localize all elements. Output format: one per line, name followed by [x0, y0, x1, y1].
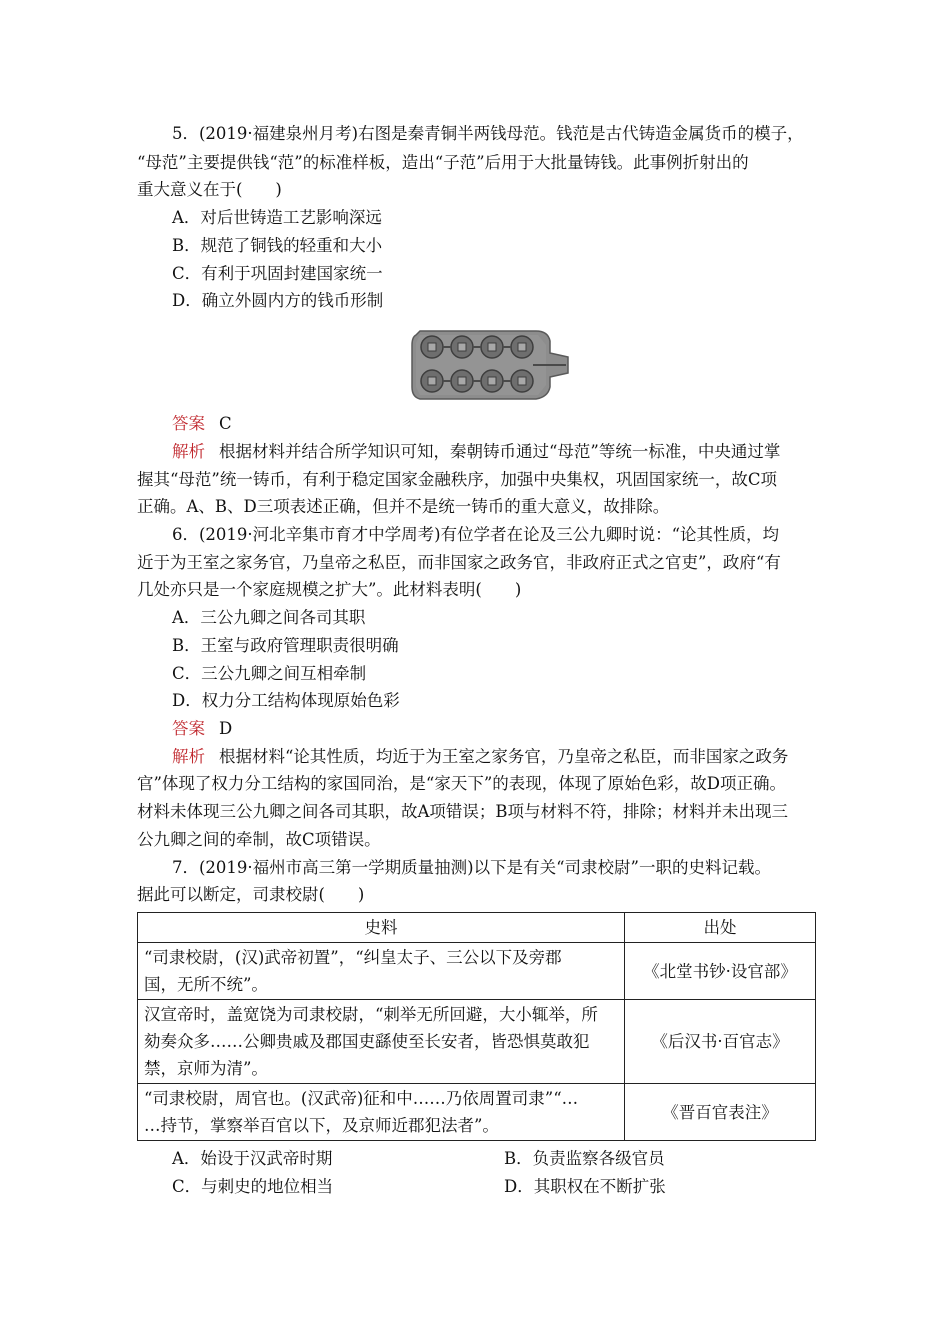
q6-analysis-line: 公九卿之间的牵制，故C项错误。: [137, 830, 381, 849]
q6-option-a: A．三公九卿之间各司其职: [172, 608, 366, 627]
q5-stem-line: 5．(2019·福建泉州月考)右图是秦青铜半两钱母范。钱范是古代铸造金属货币的模子，: [172, 124, 804, 143]
header-origin: 出处: [625, 913, 816, 943]
q6-analysis-line: [172, 747, 788, 767]
q5-analysis-line: 握其“母范”统一铸币，有利于稳定国家金融秩序，加强中央集权，巩固国家统一，故C项: [137, 470, 777, 489]
cell-line: 汉宣帝时，盖宽饶为司隶校尉，“刺举无所回避，大小辄举，所: [144, 1005, 598, 1024]
source-table: [137, 912, 816, 1141]
q7-option-d: D．其职权在不断扩张: [504, 1177, 666, 1196]
answer-value: D: [219, 719, 233, 738]
cell-line: 国，无所不统”。: [144, 975, 268, 994]
q5-option-d: D．确立外圆内方的钱币形制: [172, 291, 384, 310]
q6-stem-line: 几处亦只是一个家庭规模之扩大”。此材料表明( ): [137, 580, 522, 599]
q7-stem-line: 据此可以断定，司隶校尉( ): [137, 885, 365, 904]
answer-label: 答案: [172, 719, 205, 738]
q7-option-c: C．与刺史的地位相当: [172, 1177, 334, 1196]
q6-option-c: C．三公九卿之间互相牵制: [172, 664, 367, 683]
cell-line: “司隶校尉，周官也。(汉武帝)征和中……乃依周置司隶”“…: [144, 1089, 579, 1108]
source-text-cell: [138, 1000, 625, 1084]
q6-analysis-line: 材料未体现三公九卿之间各司其职，故A项错误；B项与材料不符，排除；材料并未出现三: [137, 802, 789, 821]
q6-analysis-line: 官”体现了权力分工结构的家国同治，是“家天下”的表现，体现了原始色彩，故D项正确。: [137, 774, 787, 793]
q5-stem-line: “母范”主要提供钱“范”的标准样板，造出“子范”后用于大批量铸钱。此事例折射出的: [137, 153, 749, 172]
q6-stem-line: 6．(2019·河北辛集市育才中学周考)有位学者在论及三公九卿时说：“论其性质，均: [172, 525, 780, 544]
table-row: [138, 1084, 816, 1141]
cell-line: “司隶校尉，(汉)武帝初置”，“纠皇太子、三公以下及旁郡: [144, 948, 562, 967]
q6-option-d: D．权力分工结构体现原始色彩: [172, 691, 400, 710]
table-row: [138, 943, 816, 1000]
q5-analysis-line: 正确。A、B、D三项表述正确，但并不是统一铸币的重大意义，故排除。: [137, 497, 670, 516]
source-text-cell: [138, 943, 625, 1000]
q5-option-a: A．对后世铸造工艺影响深远: [172, 208, 382, 227]
origin-cell: 《北堂书钞·设官部》: [625, 943, 816, 1000]
origin-cell: 《后汉书·百官志》: [625, 1000, 816, 1084]
q5-option-b: B．规范了铜钱的轻重和大小: [172, 236, 383, 255]
q5-stem-line: 重大意义在于( ): [137, 180, 282, 199]
table-header-row: [138, 913, 816, 943]
q5-option-c: C．有利于巩固封建国家统一: [172, 264, 383, 283]
q7-option-a: A．始设于汉武帝时期: [172, 1149, 333, 1168]
analysis-label: 解析: [172, 747, 205, 766]
q5-analysis-line: [172, 442, 780, 462]
q7-stem-line: 7．(2019·福州市高三第一学期质量抽测)以下是有关“司隶校尉”一职的史料记载。: [172, 858, 771, 877]
q6-stem-line: 近于为王室之家务官，乃皇帝之私臣，而非国家之政务官，非政府正式之官吏”，政府“有: [137, 553, 781, 572]
analysis-label: 解析: [172, 442, 205, 461]
source-text-cell: [138, 1084, 625, 1141]
cell-line: 劾奏众多……公卿贵戚及郡国吏繇使至长安者，皆恐惧莫敢犯: [144, 1032, 590, 1051]
cell-line: …持节，掌察举百官以下，及京师近郡犯法者”。: [144, 1116, 499, 1135]
cell-line: 禁，京师为清”。: [144, 1059, 268, 1078]
origin-cell: 《晋百官表注》: [625, 1084, 816, 1141]
bronze-coin-mold-image: [408, 325, 573, 404]
analysis-text: 根据材料“论其性质，均近于为王室之家务官，乃皇帝之私臣，而非国家之政务: [219, 747, 789, 766]
answer-label: 答案: [172, 414, 205, 433]
analysis-text: 根据材料并结合所学知识可知，秦朝铸币通过“母范”等统一标准，中央通过掌: [219, 442, 781, 461]
q5-answer: [172, 414, 232, 434]
q7-option-b: B．负责监察各级官员: [504, 1149, 665, 1168]
table-row: [138, 1000, 816, 1084]
q6-option-b: B．王室与政府管理职责很明确: [172, 636, 399, 655]
header-source-text: 史料: [138, 913, 625, 943]
answer-value: C: [219, 414, 232, 433]
q6-answer: [172, 719, 232, 739]
